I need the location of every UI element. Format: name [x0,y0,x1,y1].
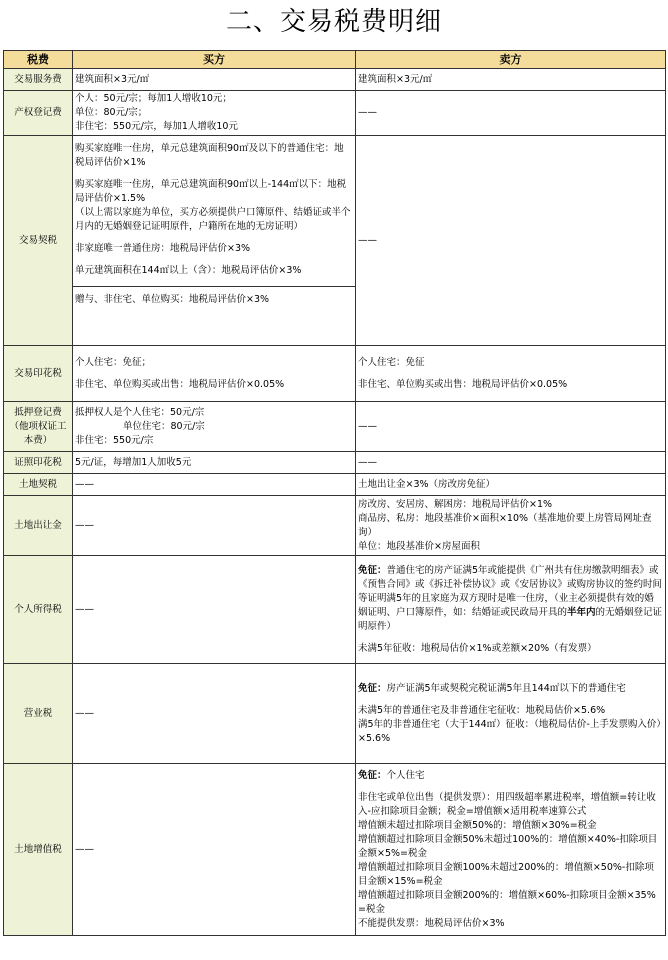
cell-line: 房改房、安居房、解困房：地税局评估价×1% [358,498,553,510]
cell-line: 非住宅、单位购买或出售：地税局评估价×0.05% [75,378,285,390]
header-seller: 卖方 [356,51,666,69]
seller-cell [356,664,666,764]
page-title: 二、交易税费明细 [225,7,442,37]
fee-name: 交易服务费 [4,69,73,91]
table-row [4,402,666,452]
cell-line: 非住宅或单位出售（提供发票）：用四级超率累进税率，增值额=转让收入-应扣除项目金额；税金=增值额×适用税率速算公式 [358,791,656,817]
seller-cell [356,764,666,936]
table-row [4,91,666,136]
buyer-cell: 5元/证，每增加1人加收5元 [73,452,356,474]
seller-cell: —— [356,402,666,452]
cell-line: 单位住宅：80元/宗 [123,420,205,432]
fee-name: 土地出让金 [4,496,73,556]
exempt-label: 免征： [358,769,387,781]
cell-line: 非住宅、单位购买或出售：地税局评估价×0.05% [358,378,568,390]
fee-name: 营业税 [4,664,73,764]
seller-cell: 土地出让金×3%（房改房免征） [356,474,666,496]
cell-line: 增值额超过扣除项目金额50%未超过100%的：增值额×40%-扣除项目金额×5%=税金 [358,833,658,859]
cell-line: 赠与、非住宅、单位购买：地税局评估价×3% [73,286,355,308]
table-row [4,452,666,474]
seller-cell: —— [356,452,666,474]
table-header-row [4,51,666,69]
table-row [4,556,666,664]
cell-line: 个人住宅：免征； [75,356,152,368]
cell-line: 个人：50元/宗；每加1人增收10元； [75,93,232,104]
fee-name: 证照印花税 [4,452,73,474]
table-row [4,136,666,346]
exempt-label: 免征： [358,682,387,694]
cell-line: 抵押权人是个人住宅：50元/宗 [75,406,205,418]
cell-line: 增值额超过扣除项目金额200%的：增值额×60%-扣除项目金额×35%=税金 [358,889,656,915]
buyer-cell: —— [73,664,356,764]
cell-line: 满5年的非普通住宅（大于144㎡）征收：（地税局估价-上手发票购入价）×5.6% [358,718,662,744]
table-row [4,69,666,91]
cell-line [358,564,663,634]
table-row [4,764,666,936]
cell-line: 非住宅：550元/宗，每加1人增收10元 [75,121,238,132]
cell-line: 单位：地段基准价×房屋面积 [358,540,480,552]
cell-line: 不能提供发票：地税局评估价×3% [358,917,505,929]
cell-line: 购买家庭唯一住房，单元总建筑面积90㎡以上-144㎡以下：地税局评估价×1.5% [75,179,347,204]
header-fee: 税费 [4,51,73,69]
seller-cell: —— [356,136,666,346]
table-row [4,664,666,764]
cell-line: 商品房、私房：地段基准价×面积×10%（基准地价要上房管局网址查询） [358,512,652,538]
cell-text: 的无婚姻登记证明原件） [358,606,663,632]
cell-line: 购买家庭唯一住房，单元总建筑面积90㎡及以下的普通住宅：地税局评估价×1% [75,143,344,168]
seller-cell [356,346,666,402]
seller-cell: —— [356,91,666,136]
header-buyer: 买方 [73,51,356,69]
buyer-cell [73,346,356,402]
buyer-cell: —— [73,496,356,556]
buyer-cell [73,402,356,452]
cell-line: 增值额未超过扣除项目金额50%的：增值额×30%=税金 [358,819,597,831]
cell-text: 个人住宅 [386,769,425,781]
cell-line: 个人住宅：免征 [358,356,425,368]
cell-line: （以上需以家庭为单位，买方必须提供户口簿原件、结婚证或半个月内的无婚姻登记证明原件，户籍所在地的无房证明） [75,207,351,232]
table-row [4,474,666,496]
cell-text: 普通住宅的房产证满5年或能提供《广州共有住房缴款明细表》或《预售合同》或《拆迁补偿协议》或《安居协议》或购房协议的签约时间等证明满5年的且家庭为双方现时是唯一住房，（业主必须提供有效的婚姻证明、户口簿原件，如：结婚证或民政局开具的 [358,564,663,618]
cell-line [358,769,663,783]
table-row [4,346,666,402]
seller-cell [356,556,666,664]
buyer-cell: —— [73,474,356,496]
fee-name: 土地增值税 [4,764,73,936]
buyer-cell [73,136,356,346]
seller-cell [356,496,666,556]
cell-line: 未满5年征收：地税局估价×1%或差额×20%（有发票） [358,642,597,654]
fee-name: 交易印花税 [4,346,73,402]
fee-name: 个人所得税 [4,556,73,664]
cell-line: 非家庭唯一普通住房：地税局评估价×3% [75,243,251,254]
cell-line: 非住宅：550元/宗 [75,434,154,446]
fee-name: 交易契税 [4,136,73,346]
fee-name: 产权登记费 [4,91,73,136]
cell-line: 单位：80元/宗； [75,107,148,118]
fee-name: 抵押登记费（他项权证工本费） [4,402,73,452]
emphasis-text: 半年内 [567,606,596,618]
buyer-cell: —— [73,764,356,936]
buyer-cell: —— [73,556,356,664]
cell-line [358,682,663,696]
cell-line: 单元建筑面积在144㎡以上（含）：地税局评估价×3% [75,265,302,276]
fee-name: 土地契税 [4,474,73,496]
exempt-label: 免征： [358,564,387,576]
buyer-cell: 建筑面积×3元/㎡ [73,69,356,91]
seller-cell: 建筑面积×3元/㎡ [356,69,666,91]
cell-line: 未满5年的普通住宅及非普通住宅征收：地税局估价×5.6% [358,704,606,716]
tax-fee-table [3,50,666,936]
buyer-cell [73,91,356,136]
cell-text: 房产证满5年或契税完税证满5年且144㎡以下的普通住宅 [386,682,626,694]
cell-line: 增值额超过扣除项目金额100%未超过200%的：增值额×50%-扣除项目金额×15%=税金 [358,861,654,887]
table-row [4,496,666,556]
